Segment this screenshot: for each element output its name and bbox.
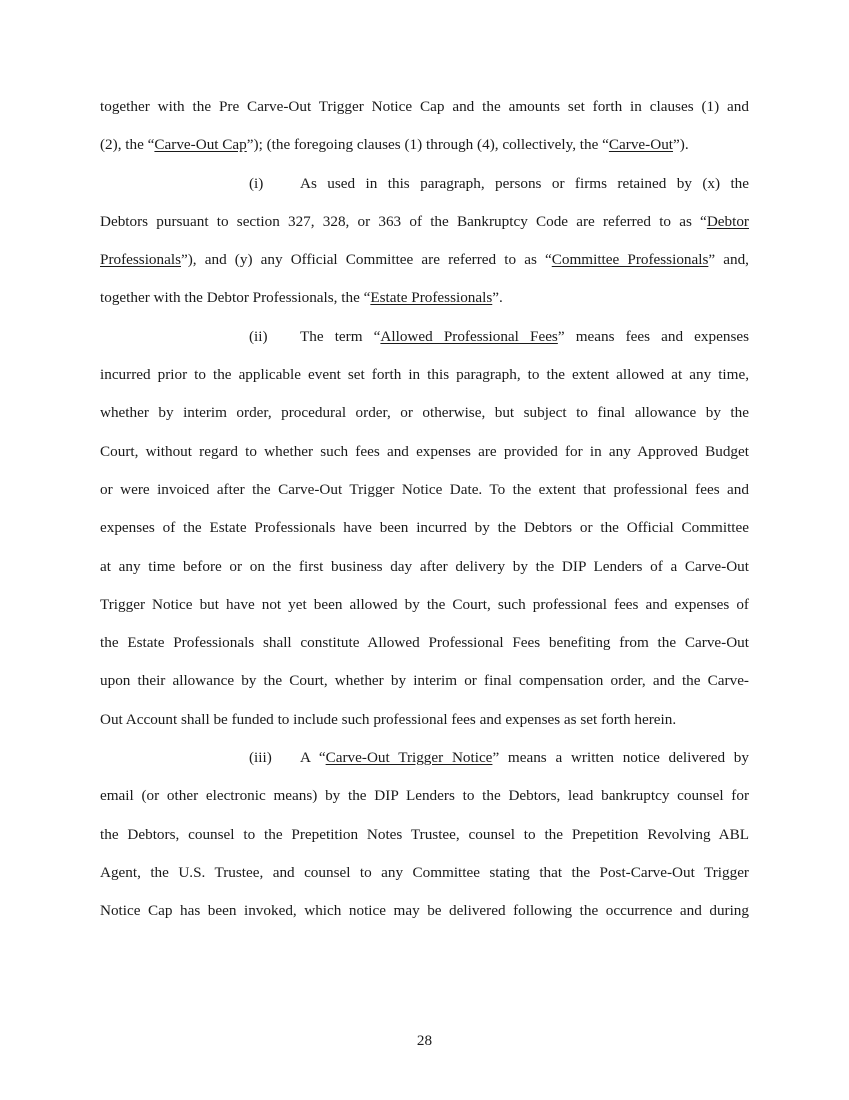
defined-term: Carve-Out Cap [154, 136, 247, 154]
text-run: (2), the “ [100, 136, 155, 154]
defined-term: Committee Professionals [551, 251, 709, 269]
text-line [100, 173, 749, 211]
text-run: ”. [492, 289, 503, 307]
text-run: whether by interim order, procedural order, or otherwise, but subject to final allowance by the [100, 404, 749, 422]
text-line [100, 594, 749, 632]
defined-term: Debtor [706, 212, 749, 230]
text-line [100, 211, 749, 249]
clause-number: (iii) [249, 749, 272, 767]
text-run: A “ [300, 749, 326, 767]
defined-term: Carve-Out Trigger Notice [325, 749, 493, 767]
text-run: ”), and (y) any Official Committee are referred to as “ [181, 251, 552, 269]
text-run: Agent, the U.S. Trustee, and counsel to any Committee stating that the Post-Carve-Out Trigger [100, 863, 749, 881]
text-run: Court, without regard to whether such fees and expenses are provided for in any Approved Budget [100, 442, 749, 460]
text-line [100, 402, 749, 440]
text-run: Debtors pursuant to section 327, 328, or 363 of the Bankruptcy Code are referred to as “ [100, 212, 707, 230]
clause-number: (i) [249, 174, 264, 192]
text-run: the Debtors, counsel to the Prepetition Notes Trustee, counsel to the Prepetition Revolving ABL [100, 825, 749, 843]
text-run: Notice Cap has been invoked, which notice may be delivered following the occurrence and during [100, 902, 749, 920]
text-run: email (or other electronic means) by the DIP Lenders to the Debtors, lead bankruptcy counsel for [100, 787, 749, 805]
defined-term: Estate Professionals [370, 289, 493, 307]
text-line [100, 326, 749, 364]
text-line [100, 364, 749, 402]
text-run: As used in this paragraph, persons or firms retained by (x) the [300, 174, 749, 192]
text-line [100, 670, 749, 708]
document-body [100, 96, 749, 939]
text-run: upon their allowance by the Court, whether by interim or final compensation order, and the Carve- [100, 672, 749, 690]
text-line [100, 134, 749, 172]
text-line [100, 249, 749, 287]
text-run: ” means fees and expenses [557, 327, 750, 345]
text-run: The term “ [300, 327, 381, 345]
text-line [100, 96, 749, 134]
text-line [100, 287, 749, 325]
text-run: ” means a written notice delivered by [492, 749, 749, 767]
text-line [100, 824, 749, 862]
defined-term: Carve-Out [608, 136, 674, 154]
clause-number: (ii) [249, 327, 268, 345]
text-line [100, 862, 749, 900]
text-line [100, 479, 749, 517]
defined-term: Allowed Professional Fees [380, 327, 558, 345]
text-run: Out Account shall be funded to include such professional fees and expenses as set forth herein. [100, 710, 677, 728]
text-run: ”). [673, 136, 689, 154]
text-line [100, 900, 749, 938]
text-run: together with the Pre Carve-Out Trigger Notice Cap and the amounts set forth in clauses (1) and [100, 98, 749, 115]
text-line [100, 632, 749, 670]
text-run: incurred prior to the applicable event set forth in this paragraph, to the extent allowed at any time, [100, 366, 749, 384]
text-run: ” and, [708, 251, 749, 269]
text-run: Trigger Notice but have not yet been allowed by the Court, such professional fees and expenses of [100, 595, 749, 613]
text-line [100, 517, 749, 555]
defined-term: Professionals [100, 251, 181, 269]
text-run: at any time before or on the first business day after delivery by the DIP Lenders of a Carve-Out [100, 557, 749, 575]
text-line [100, 747, 749, 785]
text-line [100, 556, 749, 594]
page-number: 28 [416, 1032, 433, 1049]
text-run: together with the Debtor Professionals, the “ [100, 289, 371, 307]
text-run: the Estate Professionals shall constitute Allowed Professional Fees benefiting from the Carve-Out [100, 634, 749, 652]
text-run: or were invoiced after the Carve-Out Trigger Notice Date. To the extent that professional fees and [100, 480, 749, 498]
text-line [100, 441, 749, 479]
text-line [100, 785, 749, 823]
text-line [100, 709, 749, 747]
text-run: ”); (the foregoing clauses (1) through (4), collectively, the “ [246, 136, 609, 154]
text-run: expenses of the Estate Professionals have been incurred by the Debtors or the Official Committee [100, 519, 749, 537]
